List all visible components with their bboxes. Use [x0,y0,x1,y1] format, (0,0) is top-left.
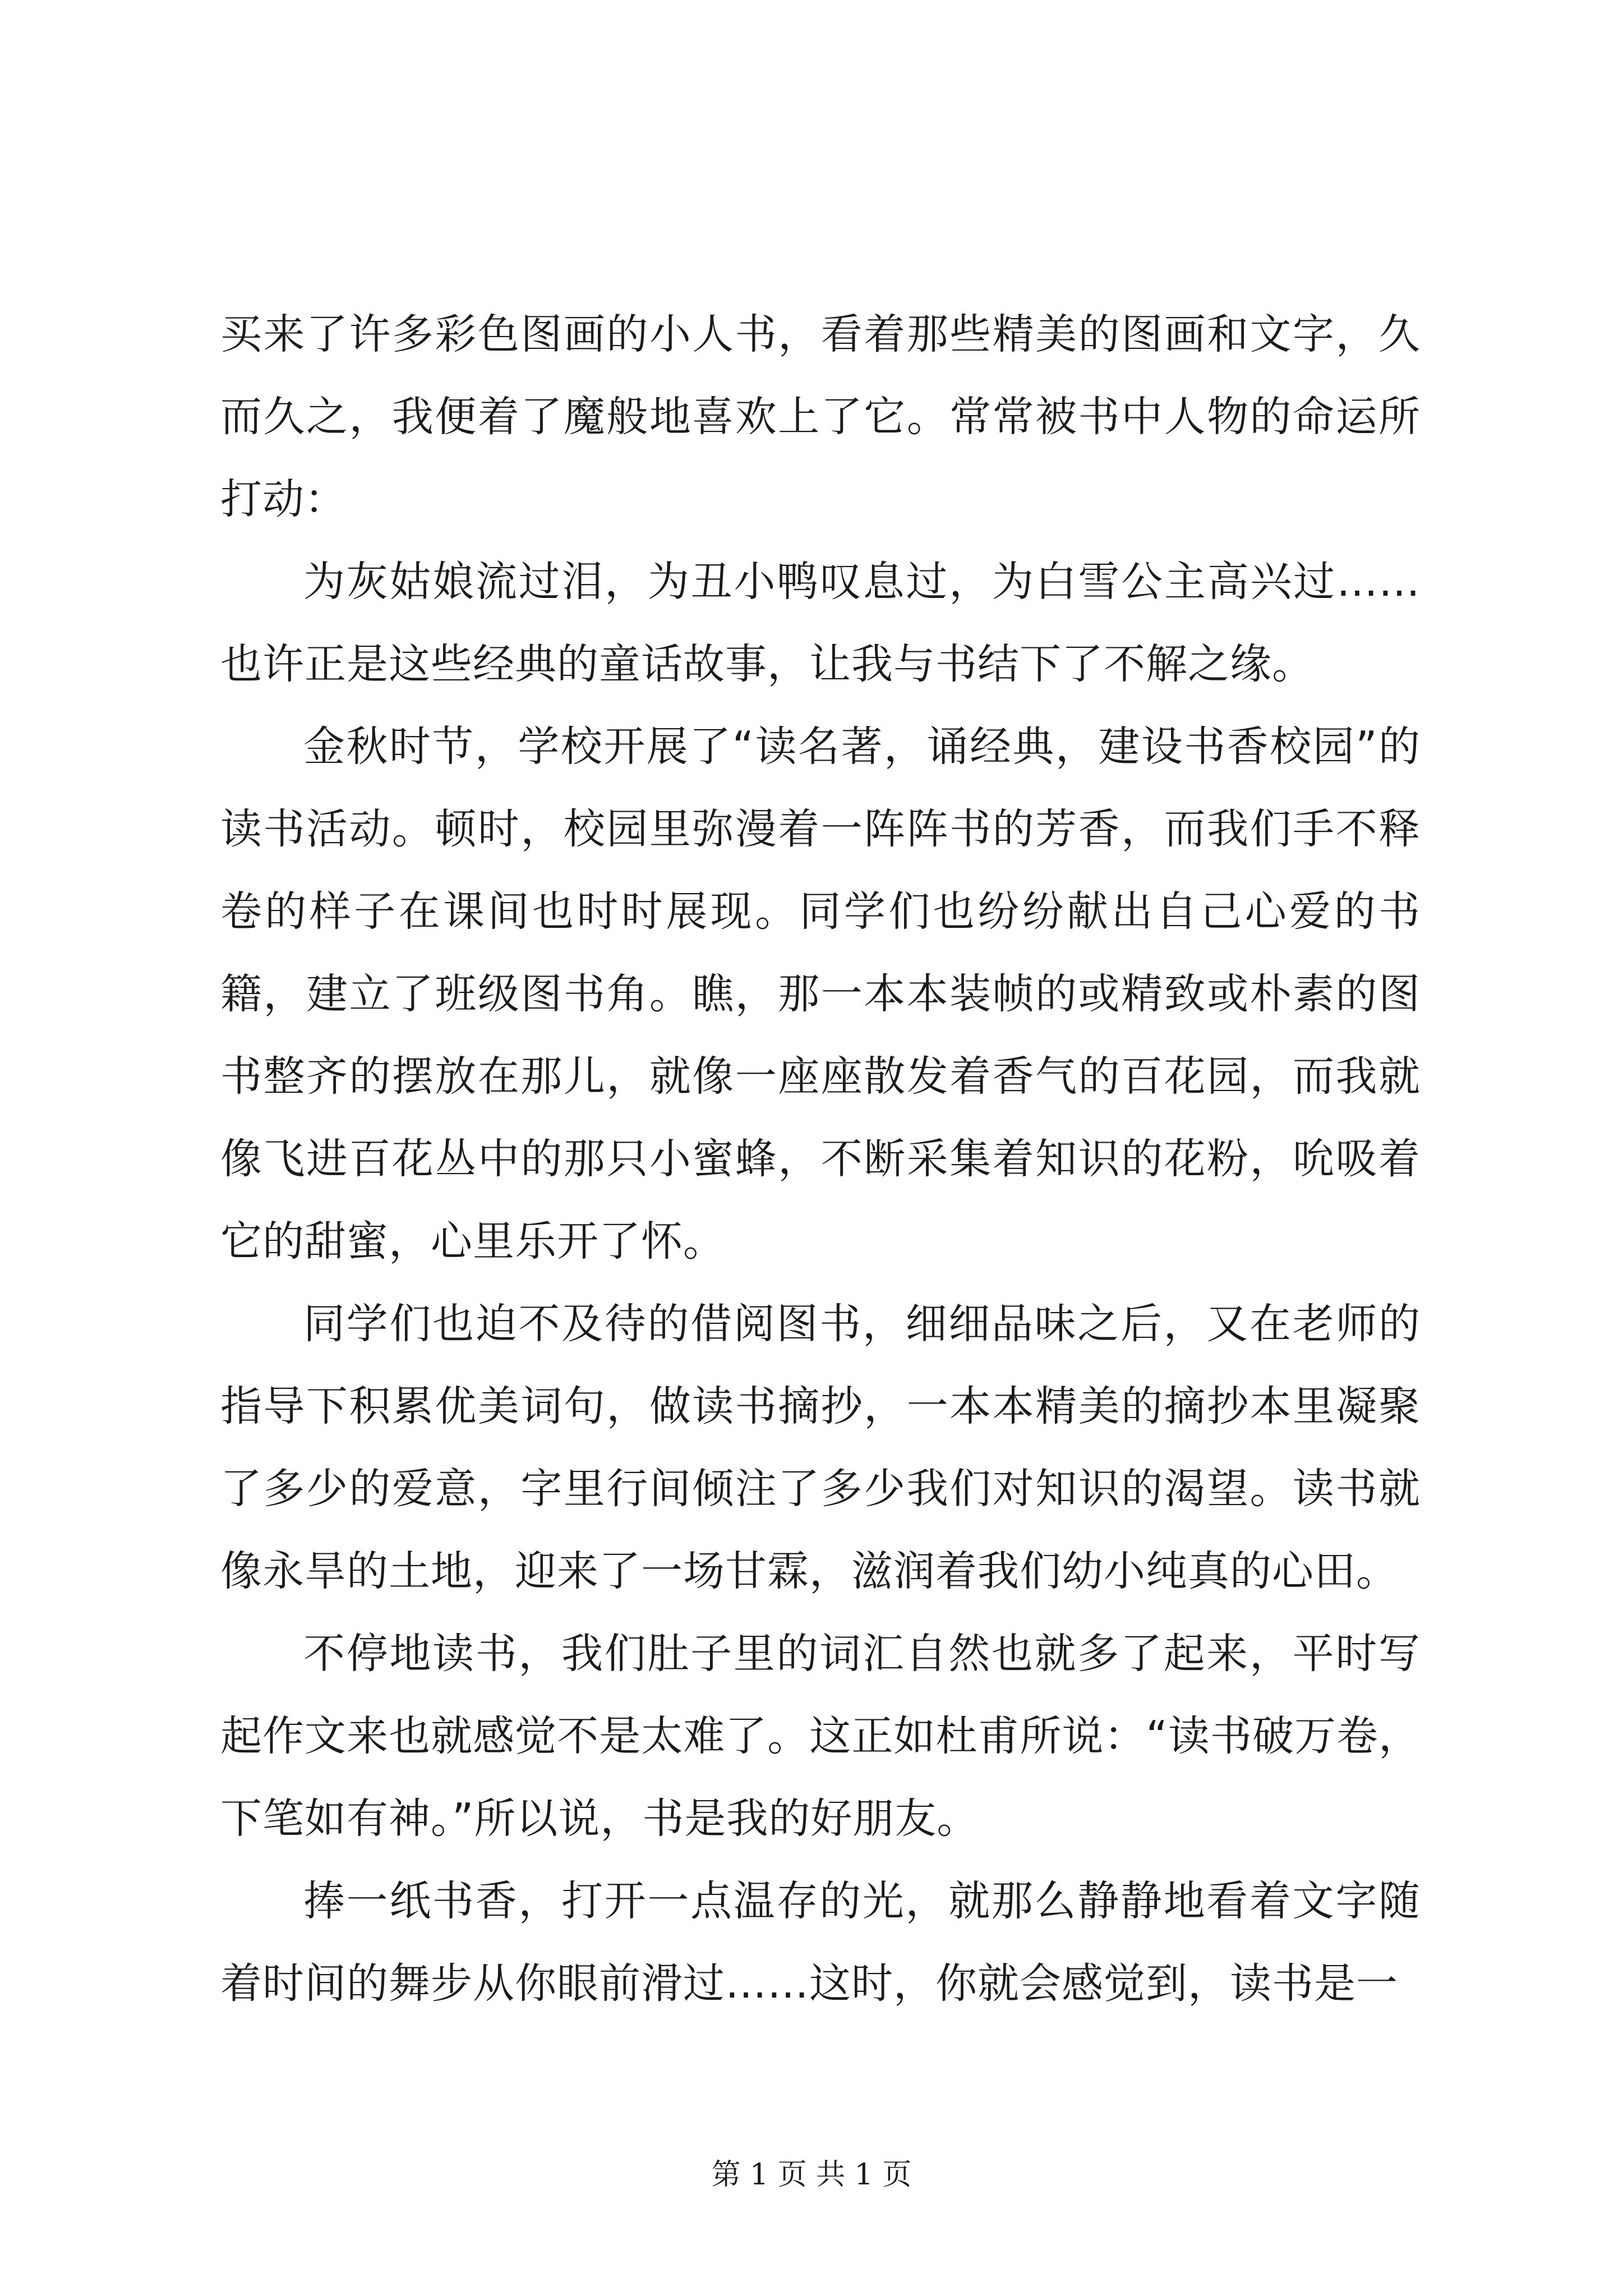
paragraph-5: 不停地读书，我们肚子里的词汇自然也就多了起来，平时写起作文来也就感觉不是太难了。这正如杜甫所说：“读书破万卷，下笔如有神。”所以说，书是我的好朋友。 [220,1630,1421,1843]
paragraph-3: 金秋时节，学校开展了“读名著，诵经典，建设书香校园”的读书活动。顿时，校园里弥漫着一阵阵书的芳香，而我们手不释卷的样子在课间也时时展现。同学们也纷纷献出自己心爱的书籍，建立了班级图书角。瞧，那一本本装帧的或精致或朴素的图书整齐的摆放在那儿，就像一座座散发着香气的百花园，而我就像飞进百花丛中的那只小蜜蜂，不断采集着知识的花粉，吮吸着它的甜蜜，心里乐开了怀。 [220,723,1421,1266]
document-body [220,293,1421,2025]
paragraph-1: 买来了许多彩色图画的小人书，看着那些精美的图画和文字，久而久之，我便着了魔般地喜欢上了它。常常被书中人物的命运所打动： [220,310,1421,523]
paragraph-2: 为灰姑娘流过泪，为丑小鸭叹息过，为白雪公主高兴过……也许正是这些经典的童话故事，让我与书结下了不解之缘。 [220,558,1421,688]
paragraph-4: 同学们也迫不及待的借阅图书，细细品味之后，又在老师的指导下积累优美词句，做读书摘抄，一本本精美的摘抄本里凝聚了多少的爱意，字里行间倾注了多少我们对知识的渴望。读书就像永旱的土地，迎来了一场甘霖，滋润着我们幼小纯真的心田。 [220,1300,1421,1595]
paragraph-6: 捧一纸书香，打开一点温存的光，就那么静静地看着文字随着时间的舞步从你眼前滑过……这时，你就会感觉到，读书是一 [220,1877,1421,2008]
page-number-label: 第 1 页 共 1 页 [711,2158,912,2192]
page-footer [0,2155,1623,2194]
